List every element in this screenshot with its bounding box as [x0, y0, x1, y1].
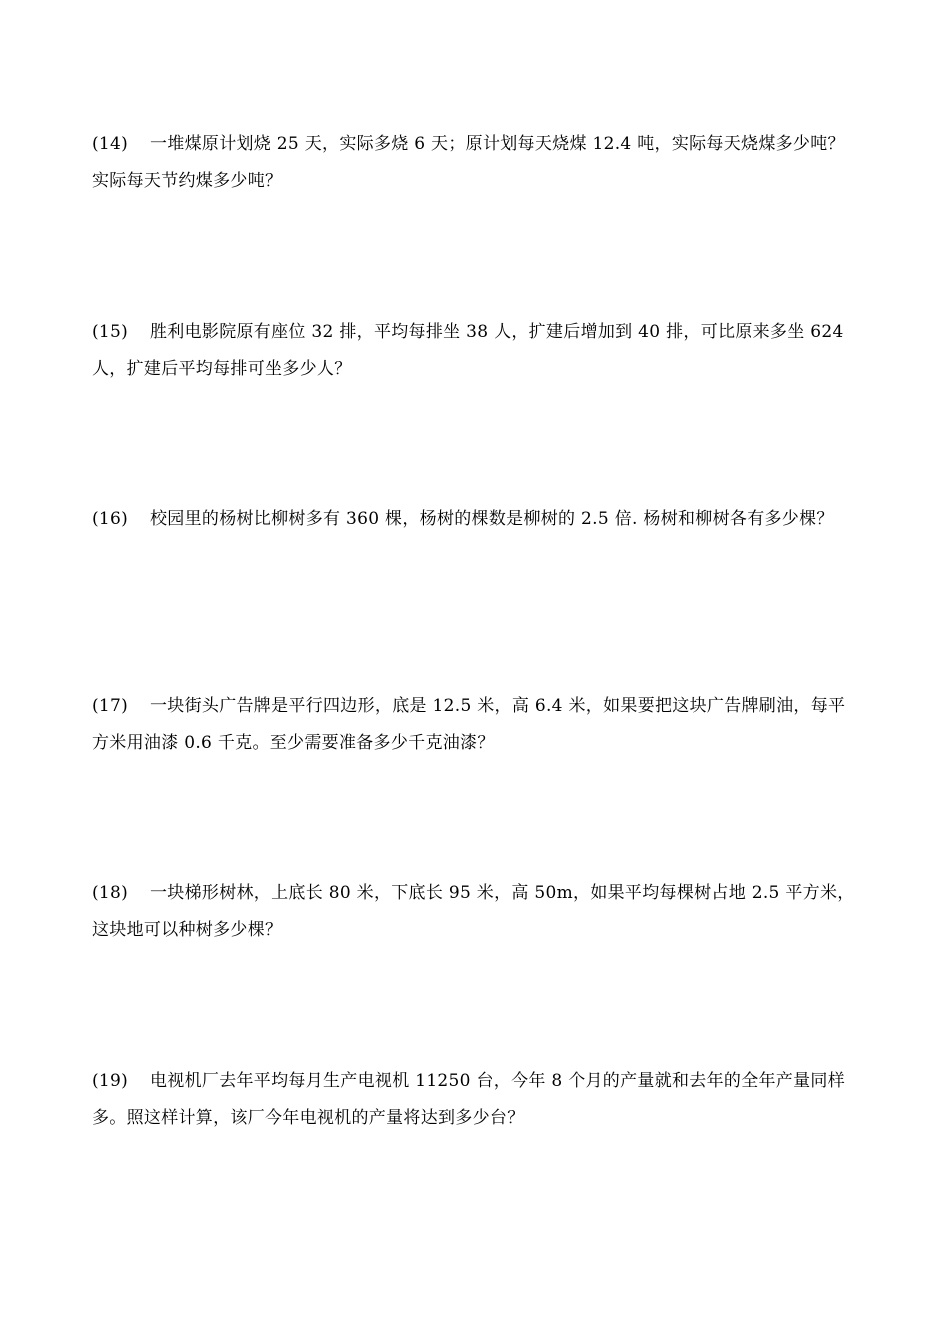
problem-text: 电视机厂去年平均每月生产电视机 11250 台，今年 8 个月的产量就和去年的全年产量同样多。照这样计算，该厂今年电视机的产量将达到多少台？ [92, 1071, 846, 1128]
problem-text: 一块街头广告牌是平行四边形，底是 12.5 米，高 6.4 米，如果要把这块广告牌刷油，每平方米用油漆 0.6 千克。至少需要准备多少千克油漆？ [92, 696, 846, 753]
problem-15 [92, 314, 862, 388]
problem-number: (15) [92, 322, 129, 342]
problem-number: (19) [92, 1071, 129, 1091]
problem-text: 一块梯形树林，上底长 80 米，下底长 95 米，高 50m，如果平均每棵树占地 2.5 平方米，这块地可以种树多少棵？ [92, 883, 855, 940]
problem-text: 一堆煤原计划烧 25 天，实际多烧 6 天；原计划每天烧煤 12.4 吨，实际每天烧煤多少吨？实际每天节约煤多少吨？ [92, 134, 845, 191]
problem-14 [92, 126, 862, 200]
problem-number: (17) [92, 696, 129, 716]
problem-18 [92, 875, 862, 949]
problem-19 [92, 1063, 862, 1137]
problem-16 [92, 501, 862, 538]
problem-text: 校园里的杨树比柳树多有 360 棵，杨树的棵数是柳树的 2.5 倍. 杨树和柳树各有多少棵？ [150, 509, 834, 529]
problem-number: (14) [92, 134, 129, 154]
problem-number: (18) [92, 883, 129, 903]
problem-17 [92, 688, 862, 762]
problem-number: (16) [92, 509, 129, 529]
problem-text: 胜利电影院原有座位 32 排，平均每排坐 38 人，扩建后增加到 40 排，可比原来多坐 624 人，扩建后平均每排可坐多少人？ [92, 322, 844, 379]
